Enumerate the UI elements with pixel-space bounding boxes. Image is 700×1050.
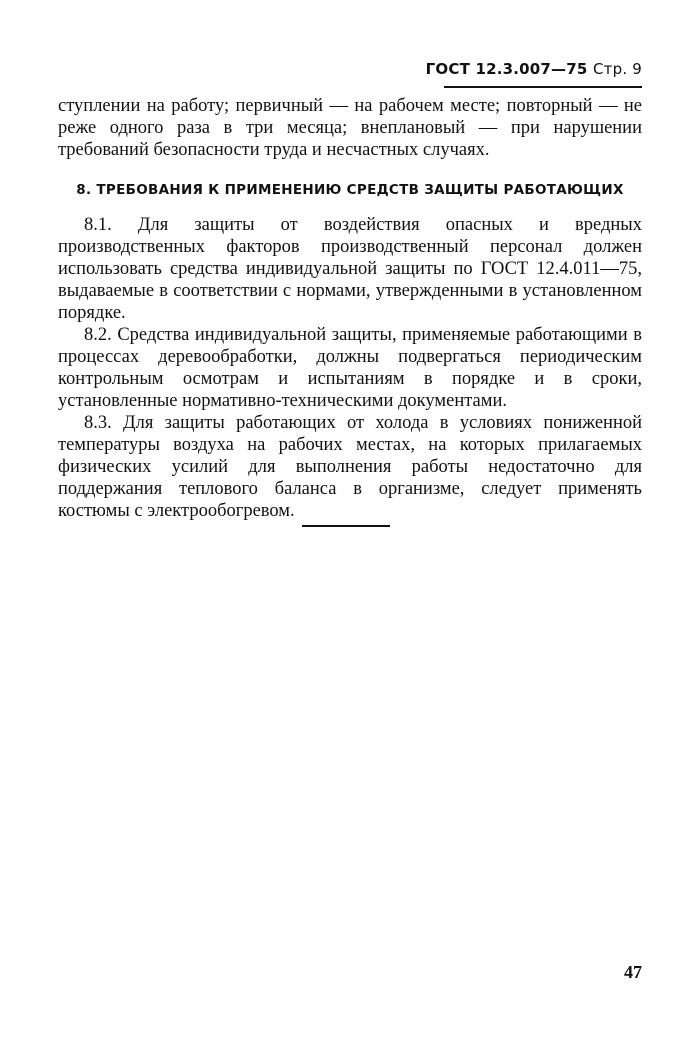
page-label: Стр. 9 (592, 60, 642, 78)
continuation-block (58, 95, 642, 161)
section-heading: 8. ТРЕБОВАНИЯ К ПРИМЕНЕНИЮ СРЕДСТВ ЗАЩИТЫ РАБОТАЮЩИХ (76, 182, 624, 198)
end-of-text-rule (302, 525, 390, 527)
paragraph-8-3: 8.3. Для защиты работающих от холода в условиях пониженной температуры воздуха на рабочих местах, на которых прилагаемых физических усилий для выполнения работы недостаточно для поддержания теплового баланса в организме, следует применять костюмы с электрообогревом. (58, 413, 642, 521)
page-number: 47 (624, 962, 642, 982)
paragraph-8-1: 8.1. Для защиты от воздействия опасных и вредных производственных факторов производственный персонал должен использовать средства индивидуальной защиты по ГОСТ 12.4.011—75, выдаваемые в соответствии с нормами, утвержденными в установленном порядке. (58, 215, 642, 323)
section-body (58, 214, 642, 522)
standard-designation: ГОСТ 12.3.007—75 (425, 60, 588, 78)
continuation-paragraph: ступлении на работу; первичный — на рабочем месте; повторный — не реже одного раза в три месяца; внеплановый — при нарушении требований безопасности труда и несчастных случаях. (58, 96, 642, 160)
header-rule (444, 86, 642, 88)
running-header (426, 60, 642, 78)
paragraph-8-2: 8.2. Средства индивидуальной защиты, применяемые работающими в процессах деревообработки, должны подвергаться периодическим контрольным осмотрам и испытаниям в порядке и в сроки, установленные нормативно-техническими документами. (58, 325, 642, 411)
